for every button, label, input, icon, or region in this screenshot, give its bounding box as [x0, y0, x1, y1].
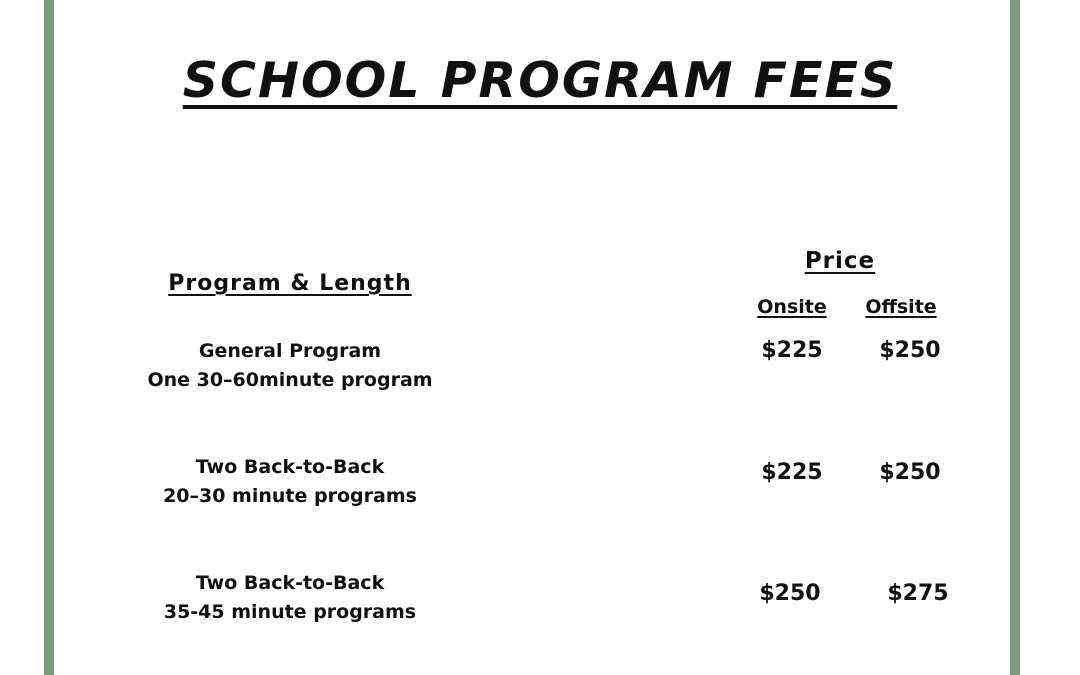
program-row-1 [100, 337, 480, 395]
program-length: 20–30 minute programs [163, 485, 417, 507]
offsite-header: Offsite [865, 296, 937, 318]
onsite-price: $250 [759, 581, 821, 606]
page-title: SCHOOL PROGRAM FEES [182, 52, 898, 109]
program-length-header: Program & Length [168, 271, 412, 296]
program-name: Two Back-to-Back [195, 456, 385, 478]
offsite-price: $275 [887, 581, 949, 606]
program-length: One 30–60minute program [147, 369, 433, 391]
onsite-price: $225 [761, 460, 823, 485]
program-name: Two Back-to-Back [195, 572, 385, 594]
price-header: Price [804, 248, 876, 274]
program-length: 35-45 minute programs [163, 601, 417, 623]
program-row-3 [100, 569, 480, 627]
offsite-price: $250 [879, 460, 941, 485]
offsite-price: $250 [879, 338, 941, 363]
program-name: General Program [198, 340, 382, 362]
onsite-header: Onsite [757, 296, 827, 318]
program-row-2 [100, 453, 480, 511]
onsite-price: $225 [761, 338, 823, 363]
